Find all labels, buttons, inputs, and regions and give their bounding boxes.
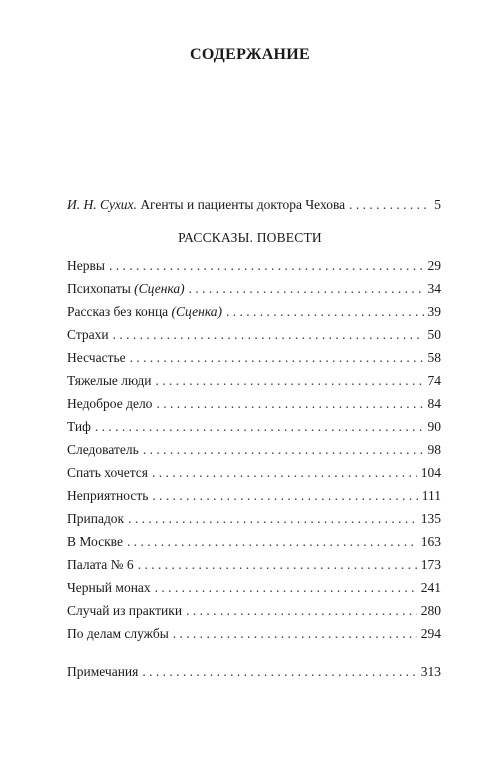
leader-dots — [142, 663, 416, 681]
notes-page-number: 313 — [420, 664, 441, 679]
entry-page-number: 111 — [421, 488, 441, 503]
entry-page-number: 104 — [420, 465, 441, 480]
entry-title — [67, 326, 109, 344]
entry-title-text: Спать хочется — [67, 465, 148, 480]
entry-title-text: Психопаты — [67, 281, 131, 296]
toc-entry — [67, 372, 441, 390]
entry-title-text: Рассказ без конца — [67, 304, 169, 319]
toc-entry — [67, 464, 441, 482]
leader-dots — [143, 441, 424, 459]
entry-title — [67, 464, 148, 482]
entry-title — [67, 418, 91, 436]
leader-dots — [226, 303, 423, 321]
toc-notes-entry — [67, 663, 441, 681]
entry-title — [67, 441, 139, 459]
entry-title-text: Страхи — [67, 327, 109, 342]
entry-title — [67, 395, 152, 413]
toc-entry — [67, 418, 441, 436]
entry-note: (Сценка) — [171, 304, 223, 319]
entry-title — [67, 372, 152, 390]
entry-title — [67, 303, 222, 321]
entry-page-number: 90 — [427, 419, 441, 434]
entry-title — [67, 625, 169, 643]
entry-title — [67, 556, 134, 574]
entry-title-text: Тиф — [67, 419, 91, 434]
leader-dots — [173, 625, 417, 643]
leader-dots — [189, 280, 424, 298]
entry-page-number: 135 — [420, 511, 441, 526]
entry-title — [67, 602, 182, 620]
entry-page-number: 34 — [427, 281, 441, 296]
leader-dots — [130, 349, 424, 367]
leader-dots — [186, 602, 417, 620]
entry-title-text: Неприятность — [67, 488, 149, 503]
toc-entry — [67, 280, 441, 298]
toc-entry — [67, 257, 441, 275]
toc-entry — [67, 326, 441, 344]
section-heading: РАССКАЗЫ. ПОВЕСТИ — [178, 230, 322, 245]
leader-dots — [156, 372, 424, 390]
leader-dots — [127, 533, 417, 551]
leader-dots — [349, 196, 430, 214]
entry-title-text: В Москве — [67, 534, 123, 549]
entry-page-number: 294 — [420, 626, 441, 641]
entry-page-number: 50 — [427, 327, 441, 342]
toc-entry — [67, 625, 441, 643]
leader-dots — [152, 487, 417, 505]
entry-title — [67, 487, 148, 505]
toc-entry — [67, 556, 441, 574]
entry-page-number: 163 — [420, 534, 441, 549]
toc-intro-entry — [67, 196, 441, 214]
entry-title-text: Недоброе дело — [67, 396, 153, 411]
toc-entry — [67, 602, 441, 620]
leader-dots — [95, 418, 424, 436]
leader-dots — [138, 556, 417, 574]
entry-title-text: Нервы — [67, 258, 105, 273]
page-title: СОДЕРЖАНИЕ — [189, 46, 311, 63]
toc-entry — [67, 441, 441, 459]
entry-title — [67, 280, 185, 298]
entry-title-text: Припадок — [67, 511, 125, 526]
toc-entry — [67, 510, 441, 528]
entry-page-number: 39 — [427, 304, 441, 319]
leader-dots — [113, 326, 424, 344]
entry-page-number: 29 — [427, 258, 441, 273]
intro-author: И. Н. Сухих. — [67, 197, 137, 212]
toc-entry — [67, 579, 441, 597]
entry-title-text: Тяжелые люди — [67, 373, 152, 388]
intro-page-number: 5 — [434, 197, 441, 212]
entry-title-text: Случай из практики — [67, 603, 183, 618]
leader-dots — [156, 395, 423, 413]
intro-title — [67, 196, 345, 214]
entry-title-text: Палата № 6 — [67, 557, 134, 572]
entry-title — [67, 510, 124, 528]
entry-title — [67, 349, 126, 367]
entry-page-number: 84 — [427, 396, 441, 411]
toc-entry — [67, 303, 441, 321]
entry-note: (Сценка) — [134, 281, 185, 296]
entry-page-number: 58 — [427, 350, 441, 365]
entry-title-text: Несчастье — [67, 350, 126, 365]
leader-dots — [155, 579, 417, 597]
entry-page-number: 280 — [420, 603, 441, 618]
toc-entry — [67, 349, 441, 367]
entry-title — [67, 579, 151, 597]
entry-title-text: Черный монах — [67, 580, 151, 595]
leader-dots — [109, 257, 424, 275]
entry-page-number: 98 — [427, 442, 441, 457]
leader-dots — [128, 510, 417, 528]
entry-page-number: 241 — [420, 580, 441, 595]
leader-dots — [152, 464, 417, 482]
entry-title — [67, 257, 105, 275]
notes-title: Примечания — [67, 664, 139, 679]
entry-page-number: 173 — [420, 557, 441, 572]
intro-title-text: Агенты и пациенты доктора Чехова — [140, 197, 346, 212]
entry-title — [67, 533, 123, 551]
toc-entry — [67, 395, 441, 413]
toc-entry — [67, 487, 441, 505]
entry-page-number: 74 — [427, 373, 441, 388]
entry-title-text: Следователь — [67, 442, 139, 457]
toc-entry — [67, 533, 441, 551]
entry-title-text: По делам службы — [67, 626, 169, 641]
